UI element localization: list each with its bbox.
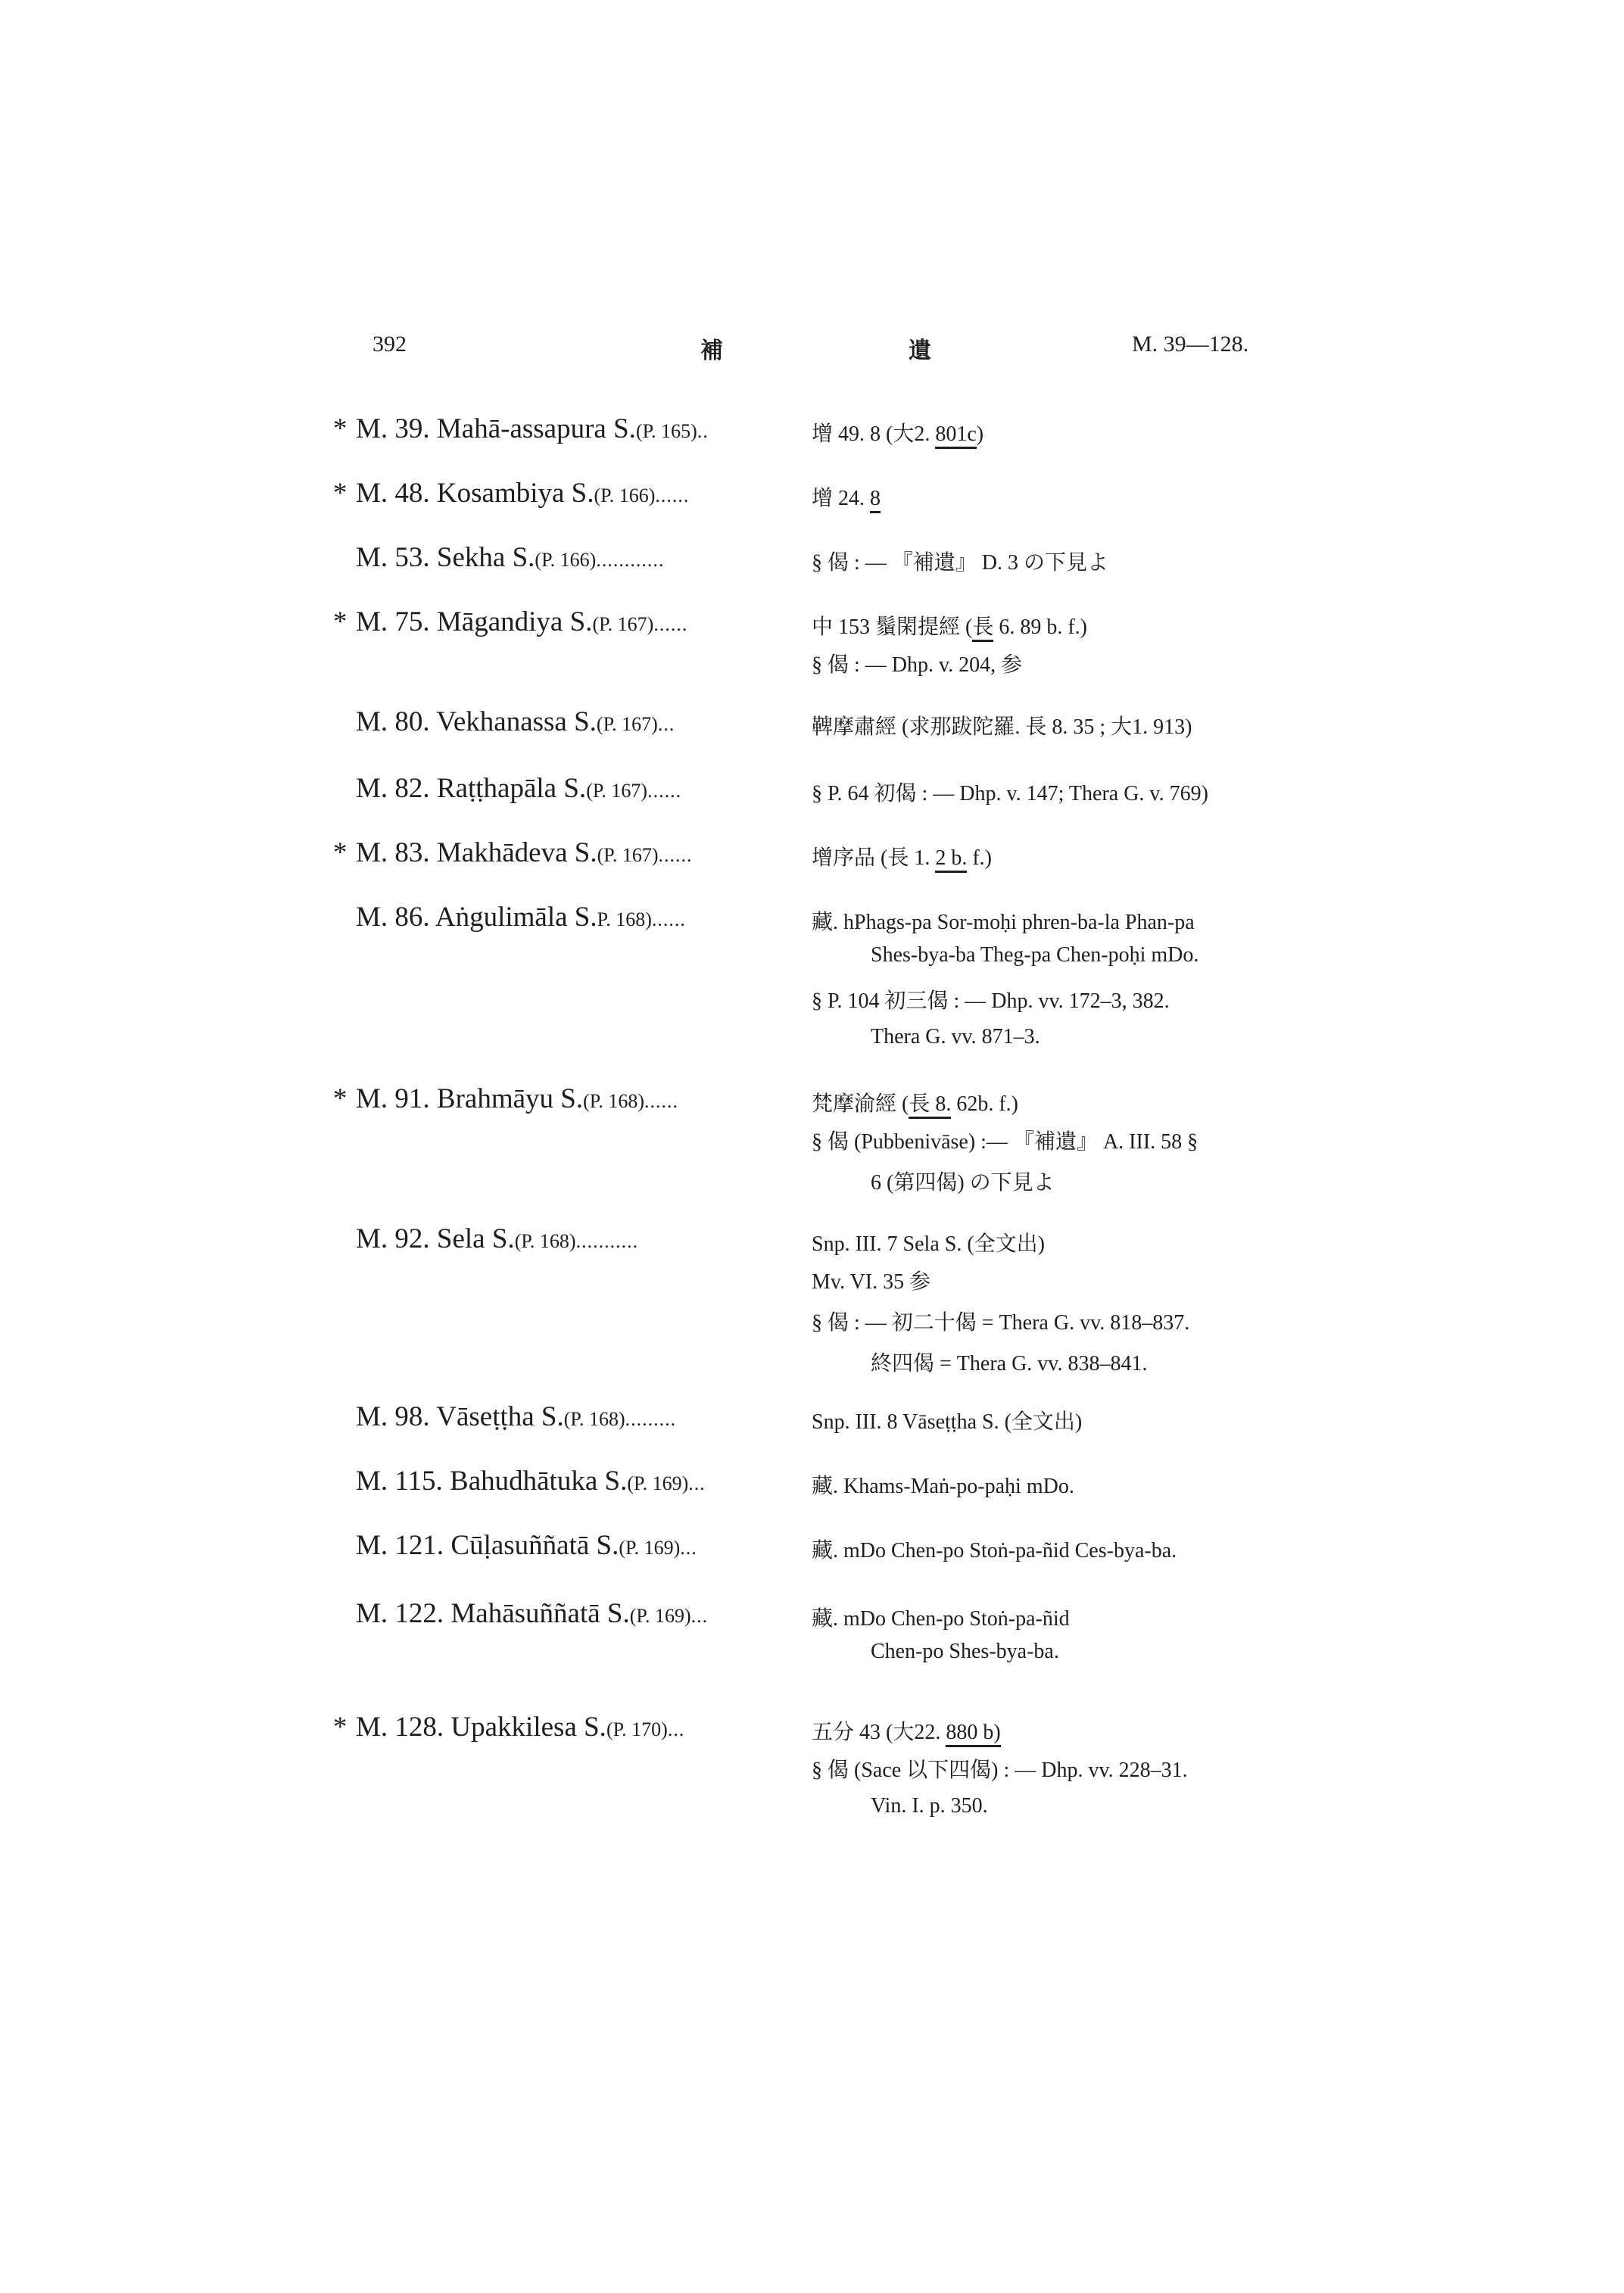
continuation-line bbox=[0, 1166, 1624, 1207]
continuation-text: § 偈 (Sace 以下四偈) : — Dhp. vv. 228–31. bbox=[812, 1759, 1188, 1782]
leader-dots: ............ bbox=[596, 549, 665, 571]
leader-dots: ... bbox=[667, 1718, 685, 1740]
pts-page-ref: (P. 168) bbox=[583, 1090, 645, 1112]
entry-main-line bbox=[0, 1223, 1624, 1265]
ref-segment: ) bbox=[976, 422, 984, 446]
continuation-text: Thera G. vv. 871–3. bbox=[871, 1025, 1040, 1048]
ref-segment: f.) bbox=[967, 846, 992, 870]
sutta-entry bbox=[0, 477, 1624, 519]
sutta-entry bbox=[0, 837, 1624, 879]
underlined-ref-segment: 801c bbox=[935, 422, 976, 449]
pts-page-ref: (P. 166) bbox=[535, 549, 597, 571]
continuation-line bbox=[0, 1347, 1624, 1388]
continuation-line bbox=[0, 1265, 1624, 1306]
underlined-ref-segment: 2 b. bbox=[935, 846, 967, 873]
leader-dots: ... bbox=[680, 1537, 697, 1559]
entry-main-line bbox=[0, 477, 1624, 519]
sutta-title: M. 86. Aṅgulimāla S.P. 168)...... bbox=[356, 902, 686, 933]
entry-main-line bbox=[0, 772, 1624, 815]
sutta-title: M. 91. Brahmāyu S.(P. 168)...... bbox=[356, 1083, 679, 1114]
leader-dots: ... bbox=[690, 1605, 709, 1627]
sutta-entry bbox=[0, 1529, 1624, 1572]
entry-main-line bbox=[0, 1083, 1624, 1125]
entry-main-line bbox=[0, 413, 1624, 455]
continuation-line bbox=[0, 1306, 1624, 1347]
sutta-title: M. 83. Makhādeva S.(P. 167)...... bbox=[356, 837, 693, 868]
pts-page-ref: (P. 167) bbox=[592, 613, 654, 635]
continuation-text: § P. 104 初三偈 : — Dhp. vv. 172–3, 382. bbox=[812, 989, 1170, 1013]
leader-dots: .. bbox=[697, 420, 709, 442]
entry-main-line bbox=[0, 1597, 1624, 1640]
page-header bbox=[0, 332, 1624, 369]
sutta-title: M. 122. Mahāsuññatā S.(P. 169)... bbox=[356, 1598, 709, 1629]
sutta-entry bbox=[0, 413, 1624, 455]
parallel-reference bbox=[812, 610, 1087, 640]
ref-segment: 藏. mDo Chen-po Stoṅ-pa-ñid bbox=[812, 1607, 1070, 1631]
pts-page-ref: (P. 169) bbox=[629, 1605, 691, 1627]
running-title-part2: 遺 bbox=[909, 338, 931, 363]
sutta-title: M. 82. Raṭṭhapāla S.(P. 167)...... bbox=[356, 773, 682, 804]
entry-main-line bbox=[0, 1711, 1624, 1753]
parallel-reference bbox=[812, 1405, 1082, 1435]
ref-segment: 6. 89 b. f.) bbox=[993, 615, 1087, 639]
sutta-entry bbox=[0, 541, 1624, 584]
pts-page-ref: (P. 170) bbox=[606, 1718, 668, 1740]
pts-page-ref: (P. 168) bbox=[563, 1408, 625, 1430]
pts-page-ref: (P. 167) bbox=[597, 844, 659, 866]
pts-page-ref: (P. 165) bbox=[635, 420, 697, 442]
continuation-text: Vin. I. p. 350. bbox=[871, 1794, 988, 1818]
entry-main-line bbox=[0, 706, 1624, 748]
sutta-title: M. 98. Vāseṭṭha S.(P. 168)......... bbox=[356, 1401, 677, 1432]
sutta-entry bbox=[0, 706, 1624, 748]
leader-dots: ......... bbox=[625, 1408, 677, 1430]
sutta-entry bbox=[0, 1597, 1624, 1681]
pts-page-ref: P. 168) bbox=[597, 908, 652, 930]
ref-segment: 梵摩渝經 ( bbox=[812, 1092, 909, 1116]
pts-page-ref: (P. 167) bbox=[596, 713, 658, 735]
leader-dots: ........... bbox=[575, 1230, 639, 1252]
leader-dots: ...... bbox=[653, 613, 688, 635]
continuation-line bbox=[0, 648, 1624, 689]
continuation-line bbox=[0, 1025, 1624, 1066]
sutta-entry bbox=[0, 606, 1624, 689]
leader-dots: ... bbox=[688, 1472, 706, 1494]
sutta-entry bbox=[0, 1711, 1624, 1835]
ref-segment: 增序品 (長 1. bbox=[812, 846, 936, 870]
page-number: 392 bbox=[372, 332, 407, 357]
not-found-marker: * bbox=[333, 478, 348, 509]
parallel-reference bbox=[812, 1534, 1177, 1564]
sutta-title: M. 128. Upakkilesa S.(P. 170)... bbox=[356, 1712, 685, 1743]
sutta-title: M. 92. Sela S.(P. 168)........... bbox=[356, 1223, 639, 1254]
entry-main-line bbox=[0, 541, 1624, 584]
ref-segment: 增 49. 8 (大2. bbox=[812, 422, 936, 446]
continuation-line bbox=[0, 1753, 1624, 1794]
entry-main-line bbox=[0, 1529, 1624, 1572]
ref-segment: 中 153 鬚閑提經 ( bbox=[812, 615, 973, 639]
pts-page-ref: (P. 168) bbox=[514, 1230, 576, 1252]
sutta-title: M. 121. Cūḷasuññatā S.(P. 169)... bbox=[356, 1530, 697, 1561]
underlined-ref-segment: 880 b) bbox=[946, 1721, 1000, 1747]
not-found-marker: * bbox=[333, 837, 348, 868]
parallel-reference bbox=[812, 1469, 1074, 1500]
sutta-title: M. 53. Sekha S.(P. 166)............ bbox=[356, 542, 665, 573]
ref-segment: 增 24. bbox=[812, 487, 871, 510]
entry-main-line bbox=[0, 1465, 1624, 1507]
continuation-text: Mv. VI. 35 参 bbox=[812, 1270, 931, 1294]
pts-page-ref: (P. 166) bbox=[594, 484, 656, 506]
sutta-entry bbox=[0, 1223, 1624, 1388]
leader-dots: ...... bbox=[655, 484, 690, 506]
ref-segment: 62b. f.) bbox=[951, 1092, 1018, 1116]
ref-segment: § 偈 : — 『補遺』 D. 3 の下見よ bbox=[812, 551, 1109, 575]
leader-dots: ... bbox=[657, 713, 675, 735]
entry-main-line bbox=[0, 606, 1624, 648]
parallel-reference bbox=[812, 481, 881, 512]
sutta-title: M. 75. Māgandiya S.(P. 167)...... bbox=[356, 606, 688, 637]
parallel-reference bbox=[812, 546, 1108, 576]
parallel-reference bbox=[812, 1227, 1045, 1257]
parallel-reference bbox=[812, 417, 983, 447]
ref-segment: 藏. hPhags-pa Sor-moḥi phren-ba-la Phan-pa bbox=[812, 911, 1195, 934]
continuation-line bbox=[0, 984, 1624, 1025]
continuation-text: 終四偈 = Thera G. vv. 838–841. bbox=[871, 1352, 1148, 1375]
pts-page-ref: (P. 169) bbox=[619, 1537, 681, 1559]
ref-segment: Snp. III. 7 Sela S. (全文出) bbox=[812, 1232, 1045, 1256]
continuation-text: Chen-po Shes-bya-ba. bbox=[871, 1640, 1059, 1663]
entry-main-line bbox=[0, 1400, 1624, 1443]
sutta-title: M. 115. Bahudhātuka S.(P. 169)... bbox=[356, 1466, 706, 1497]
parallel-reference bbox=[812, 841, 992, 871]
parallel-reference bbox=[812, 710, 1192, 740]
not-found-marker: * bbox=[333, 413, 348, 444]
ref-segment: Snp. III. 8 Vāseṭṭha S. (全文出) bbox=[812, 1410, 1083, 1434]
pts-page-ref: (P. 169) bbox=[627, 1472, 689, 1494]
parallel-reference bbox=[812, 905, 1195, 936]
sutta-title: M. 80. Vekhanassa S.(P. 167)... bbox=[356, 706, 675, 737]
ref-segment: 藏. mDo Chen-po Stoṅ-pa-ñid Ces-bya-ba. bbox=[812, 1539, 1177, 1562]
sutta-entry bbox=[0, 1465, 1624, 1507]
not-found-marker: * bbox=[333, 606, 348, 637]
leader-dots: ...... bbox=[647, 780, 682, 802]
ref-segment: 五分 43 (大22. bbox=[812, 1721, 946, 1744]
sutta-title: M. 39. Mahā-assapura S.(P. 165).. bbox=[356, 413, 709, 444]
ref-segment: § P. 64 初偈 : — Dhp. v. 147; Thera G. v. 769) bbox=[812, 782, 1208, 805]
not-found-marker: * bbox=[333, 1083, 348, 1114]
sutta-entry bbox=[0, 772, 1624, 815]
leader-dots: ...... bbox=[658, 844, 693, 866]
continuation-text: 6 (第四偈) の下見よ bbox=[871, 1171, 1055, 1195]
parallel-reference bbox=[812, 1602, 1070, 1632]
running-title-part1: 補 bbox=[700, 338, 723, 363]
pts-page-ref: (P. 167) bbox=[586, 780, 648, 802]
parallel-reference bbox=[812, 1087, 1018, 1117]
ref-segment: 藏. Khams-Maṅ-po-paḥi mDo. bbox=[812, 1475, 1074, 1498]
parallel-reference bbox=[812, 1715, 1001, 1746]
continuation-line bbox=[0, 1794, 1624, 1835]
sutta-range: M. 39—128. bbox=[1132, 332, 1249, 357]
sutta-title: M. 48. Kosambiya S.(P. 166)...... bbox=[356, 478, 690, 509]
continuation-text: § 偈 (Pubbenivāse) :— 『補遺』 A. III. 58 § bbox=[812, 1130, 1199, 1154]
ref-segment: 鞞摩肅經 (求那跋陀羅. 長 8. 35 ; 大1. 913) bbox=[812, 715, 1192, 739]
continuation-text: § 偈 : — Dhp. v. 204, 参 bbox=[812, 653, 1023, 677]
entry-main-line bbox=[0, 837, 1624, 879]
continuation-line bbox=[0, 1640, 1624, 1681]
not-found-marker: * bbox=[333, 1712, 348, 1743]
leader-dots: ...... bbox=[651, 908, 686, 930]
entry-main-line bbox=[0, 901, 1624, 943]
sutta-entry bbox=[0, 1400, 1624, 1443]
continuation-line bbox=[0, 943, 1624, 984]
continuation-line bbox=[0, 1125, 1624, 1166]
parallel-reference bbox=[812, 777, 1208, 807]
underlined-ref-segment: 8 bbox=[870, 487, 881, 513]
leader-dots: ...... bbox=[644, 1090, 679, 1112]
underlined-ref-segment: 長 bbox=[972, 615, 993, 642]
continuation-text: Shes-bya-ba Theg-pa Chen-poḥi mDo. bbox=[871, 943, 1199, 967]
continuation-text: § 偈 : — 初二十偈 = Thera G. vv. 818–837. bbox=[812, 1311, 1190, 1335]
sutta-entry bbox=[0, 901, 1624, 1066]
underlined-ref-segment: 長 8. bbox=[909, 1092, 951, 1119]
sutta-entry bbox=[0, 1083, 1624, 1207]
